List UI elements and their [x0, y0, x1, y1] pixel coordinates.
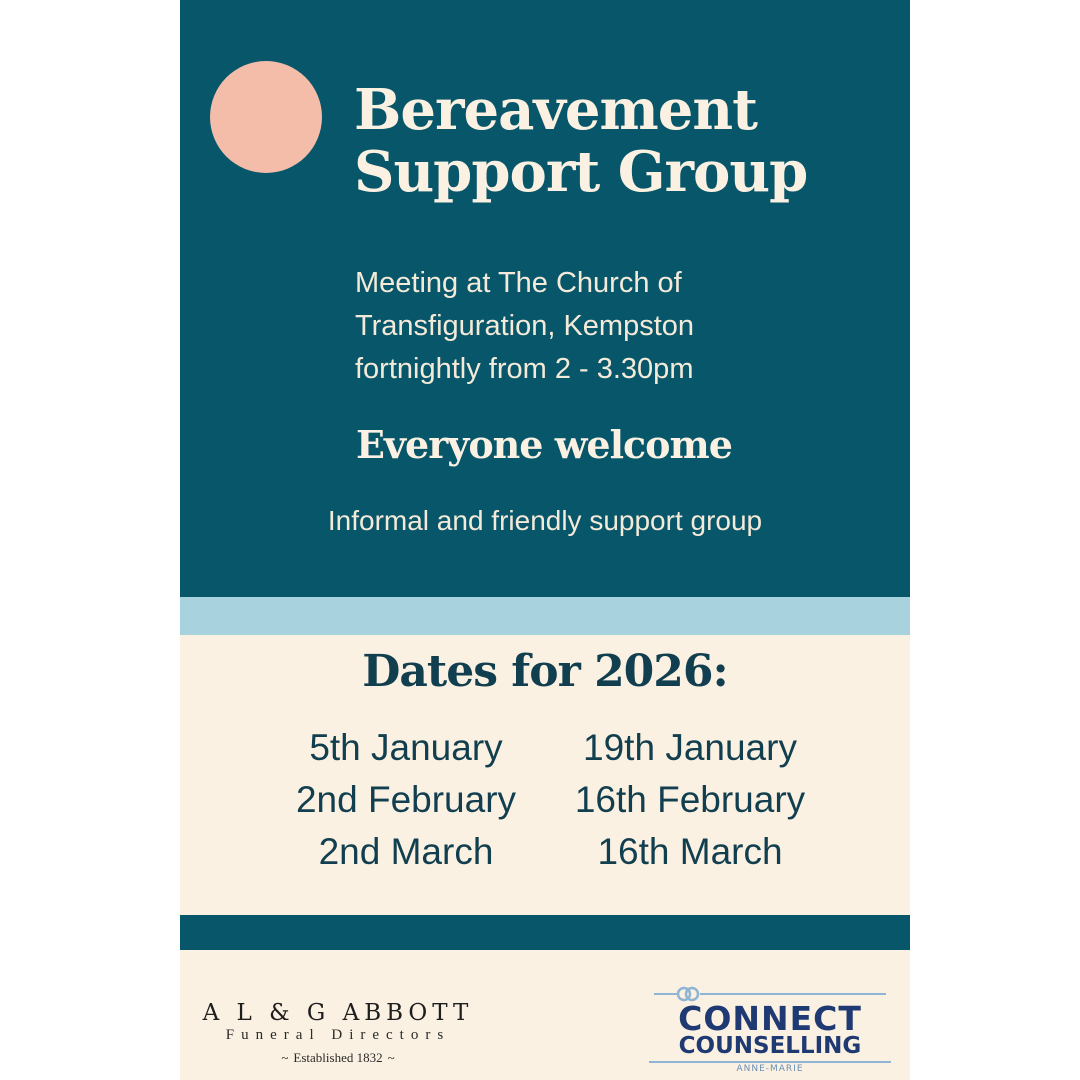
dates-heading: Dates for 2026: — [362, 646, 728, 697]
header-panel — [180, 0, 910, 597]
date-item: 16th February — [574, 779, 806, 820]
meeting-line-2: Transfiguration, Kempston — [355, 310, 695, 342]
meeting-line-1: Meeting at The Church of — [355, 267, 682, 299]
counselling-word: COUNSELLING — [678, 1033, 862, 1059]
tagline: Informal and friendly support group — [327, 505, 763, 536]
meeting-info — [355, 262, 875, 391]
meeting-line-3: fortnightly from 2 - 3.30pm — [355, 353, 694, 385]
date-item: 19th January — [583, 727, 797, 768]
abbott-established: Established 1832 — [293, 1050, 383, 1065]
welcome-heading: Everyone welcome — [356, 422, 732, 467]
sun-circle-icon — [210, 61, 322, 173]
abbott-established-line — [198, 1050, 478, 1066]
poster — [180, 0, 910, 1080]
footer-divider-band — [180, 915, 910, 950]
connect-counselling-logo — [645, 986, 895, 1074]
abbott-subtitle: Funeral Directors — [225, 1027, 451, 1043]
date-item: 2nd February — [295, 779, 517, 820]
divider-band — [180, 597, 910, 635]
date-item: 16th March — [597, 831, 783, 872]
connect-word: CONNECT — [678, 999, 862, 1038]
title-line-2: Support Group — [354, 138, 808, 205]
tilde-ornament-icon: ~ — [387, 1050, 395, 1065]
page-title — [354, 77, 874, 205]
connect-byline: ANNE-MARIE — [736, 1064, 804, 1074]
tilde-ornament-icon: ~ — [281, 1050, 289, 1065]
title-line-1: Bereavement — [354, 77, 758, 143]
date-item: 5th January — [309, 727, 503, 768]
abbott-name: A L & G ABBOTT — [202, 1000, 474, 1026]
date-item: 2nd March — [318, 831, 494, 872]
abbott-logo — [198, 1000, 478, 1066]
connect-rule — [649, 1061, 891, 1063]
